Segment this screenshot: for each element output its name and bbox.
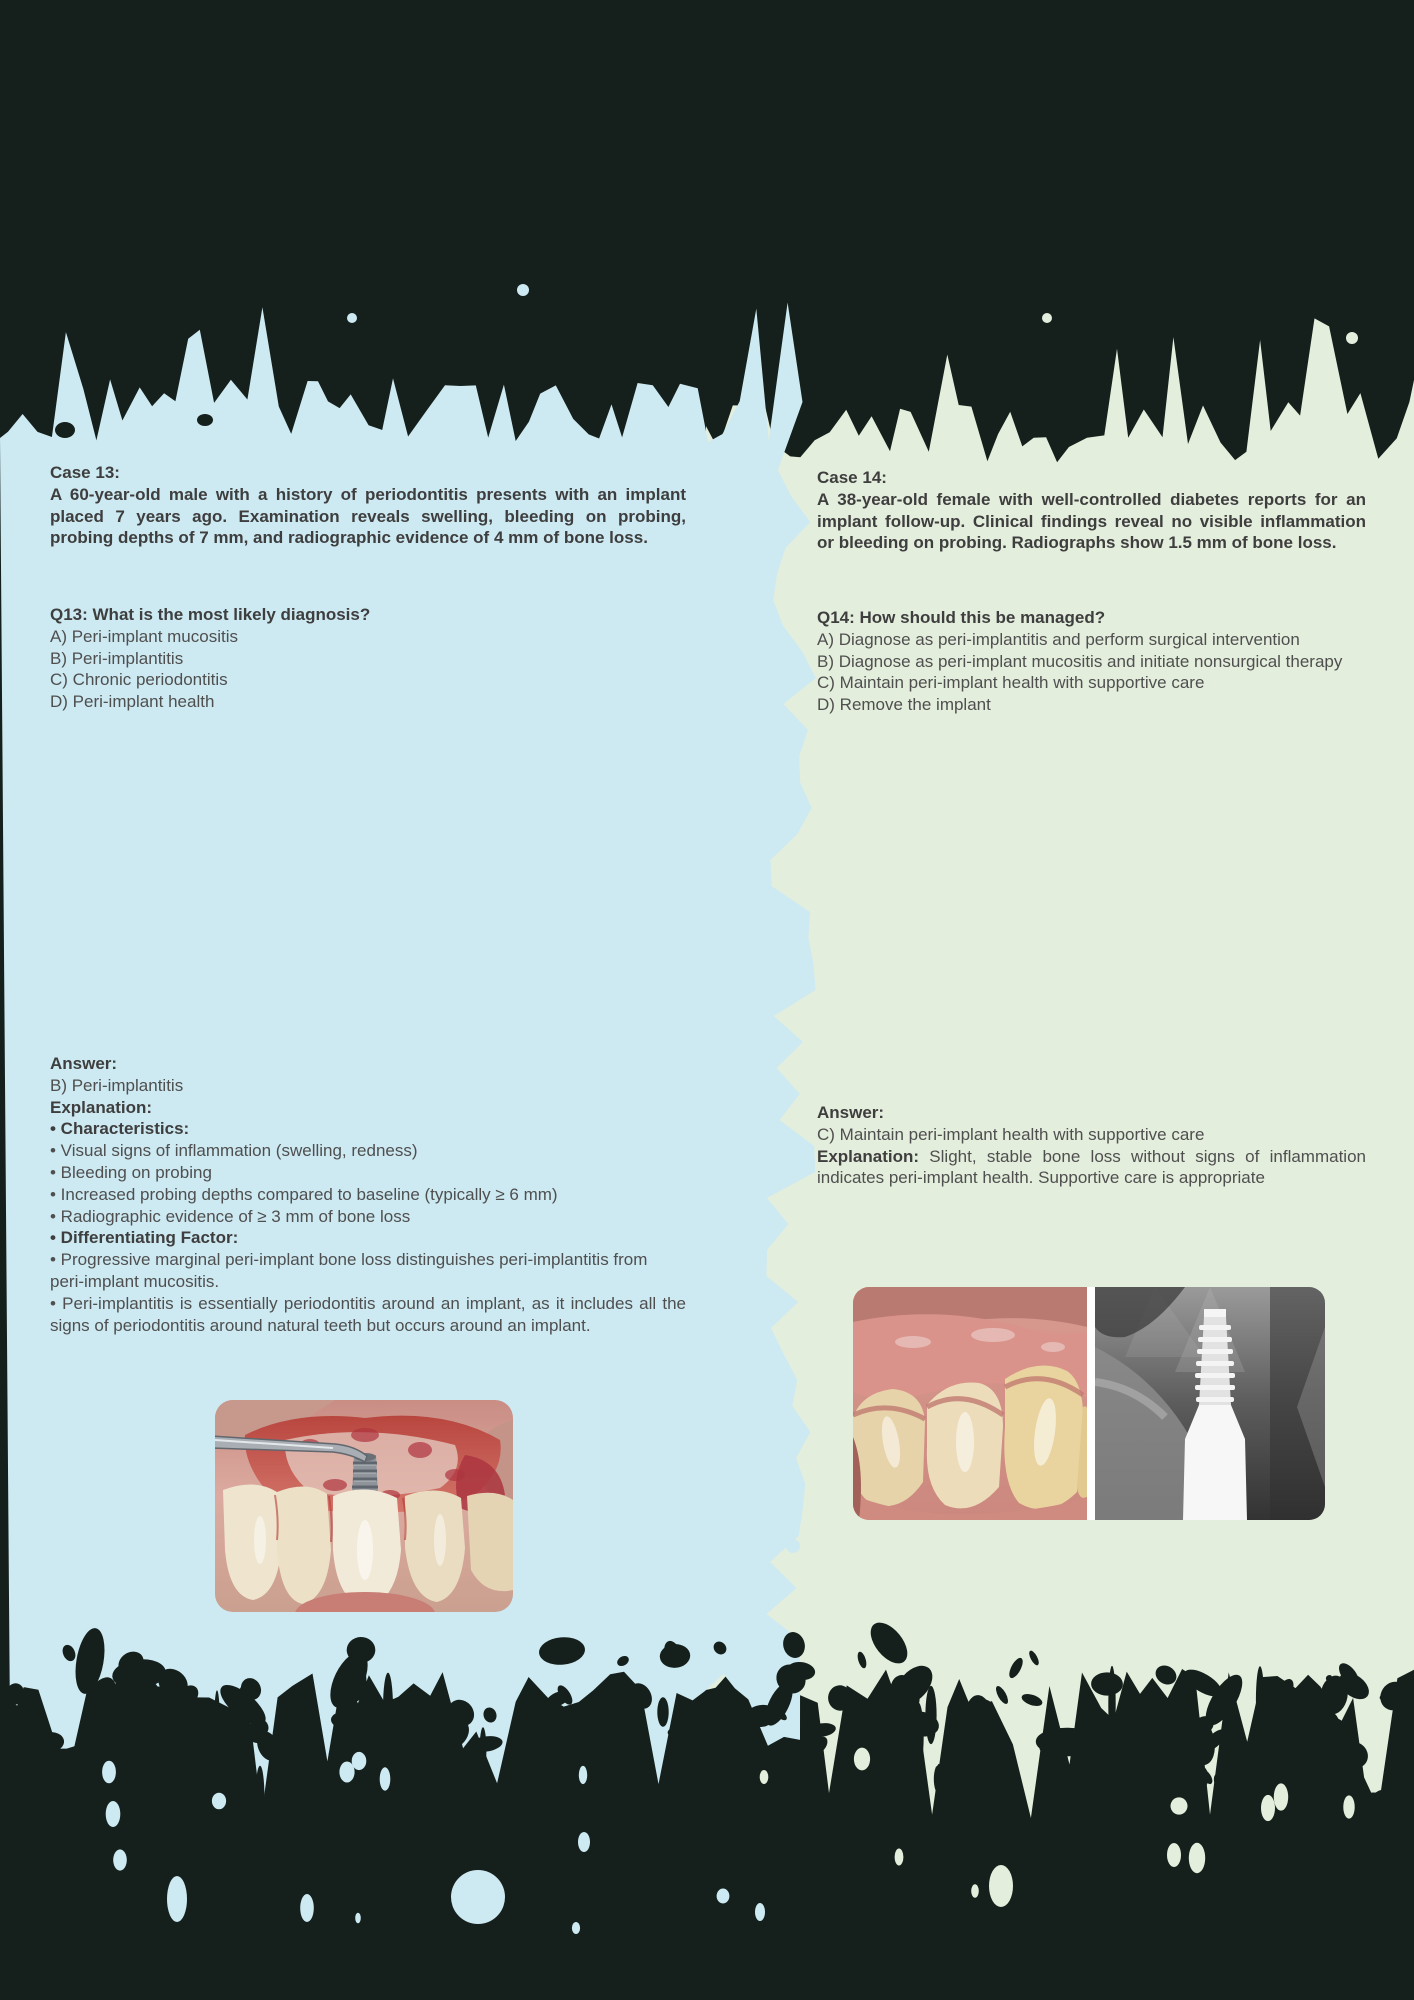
explanation13-bullet: • Peri-implantitis is essentially periodontitis around an implant, as it includes all the signs of periodontitis around natural teeth but occurs around an implant. (50, 1293, 686, 1335)
answer13-label: Answer: (50, 1054, 118, 1073)
explanation13-bullet: • Bleeding on probing (50, 1162, 212, 1182)
explanation14-label: Explanation: (817, 1146, 920, 1166)
explanation13-bullet: • Progressive marginal peri-implant bone loss distinguishes peri-implantitis from peri-implant mucositis. (50, 1250, 648, 1291)
question14-option-a: A) Diagnose as peri-implantitis and perform surgical intervention (817, 629, 1300, 649)
case14-photo-card (853, 1287, 1325, 1520)
case13-clinical-photo (215, 1400, 513, 1612)
explanation13-bullet: • Visual signs of inflammation (swelling, redness) (50, 1141, 418, 1161)
explanation13-bullet: • Radiographic evidence of ≥ 3 mm of bone loss (50, 1206, 411, 1226)
implant-abutment-xray (1183, 1405, 1247, 1520)
question13-block (50, 604, 686, 713)
case14-block (817, 467, 1366, 554)
case13-label: Case 13: (50, 463, 120, 482)
question14-title: Q14: How should this be managed? (817, 608, 1106, 627)
case14-description: A 38-year-old female with well-controlled diabetes reports for an implant follow-up. Clinical findings reveal no visible inflammation or bleeding on probing. Radiographs show 1.5 mm of bone loss. (817, 489, 1366, 553)
case14-radiograph-illustration (1095, 1287, 1325, 1520)
case14-label: Case 14: (817, 468, 887, 487)
explanation13-bullet: • Increased probing depths compared to baseline (typically ≥ 6 mm) (50, 1184, 558, 1204)
question13-option-a: A) Peri-implant mucositis (50, 626, 238, 646)
question14-option-d: D) Remove the implant (817, 695, 991, 715)
question13-option-b: B) Peri-implantitis (50, 648, 184, 668)
case14-clinical-photo (853, 1287, 1087, 1520)
explanation14-paragraph (817, 1146, 1366, 1190)
answer14-label: Answer: (817, 1103, 885, 1122)
answer13-value: B) Peri-implantitis (50, 1075, 184, 1095)
question13-option-c: C) Chronic periodontitis (50, 670, 228, 690)
answer13-block (50, 1053, 686, 1336)
explanation13-bullet: • Characteristics: (50, 1119, 190, 1139)
case13-photo-illustration (215, 1400, 513, 1612)
question13-option-d: D) Peri-implant health (50, 692, 215, 712)
explanation13-label: Explanation: (50, 1097, 153, 1117)
question14-option-b: B) Diagnose as peri-implant mucositis and initiate nonsurgical therapy (817, 651, 1343, 671)
answer14-block (817, 1102, 1366, 1189)
answer14-value: C) Maintain peri-implant health with supportive care (817, 1124, 1205, 1144)
question13-title: Q13: What is the most likely diagnosis? (50, 605, 371, 624)
case14-photo-illustration (853, 1287, 1087, 1520)
explanation14-text: Slight, stable bone loss without signs of inflammation indicates peri-implant health. Supportive care is appropriate (817, 1146, 1366, 1188)
explanation13-bullet: • Differentiating Factor: (50, 1228, 239, 1248)
question14-option-c: C) Maintain peri-implant health with supportive care (817, 673, 1205, 693)
case13-description: A 60-year-old male with a history of periodontitis presents with an implant placed 7 years ago. Examination reveals swelling, bleeding on probing, probing depths of 7 mm, and radiographic evidence of 4 mm of bone loss. (50, 484, 686, 548)
question14-block (817, 607, 1366, 716)
case13-block (50, 462, 686, 549)
case14-radiograph (1095, 1287, 1325, 1520)
